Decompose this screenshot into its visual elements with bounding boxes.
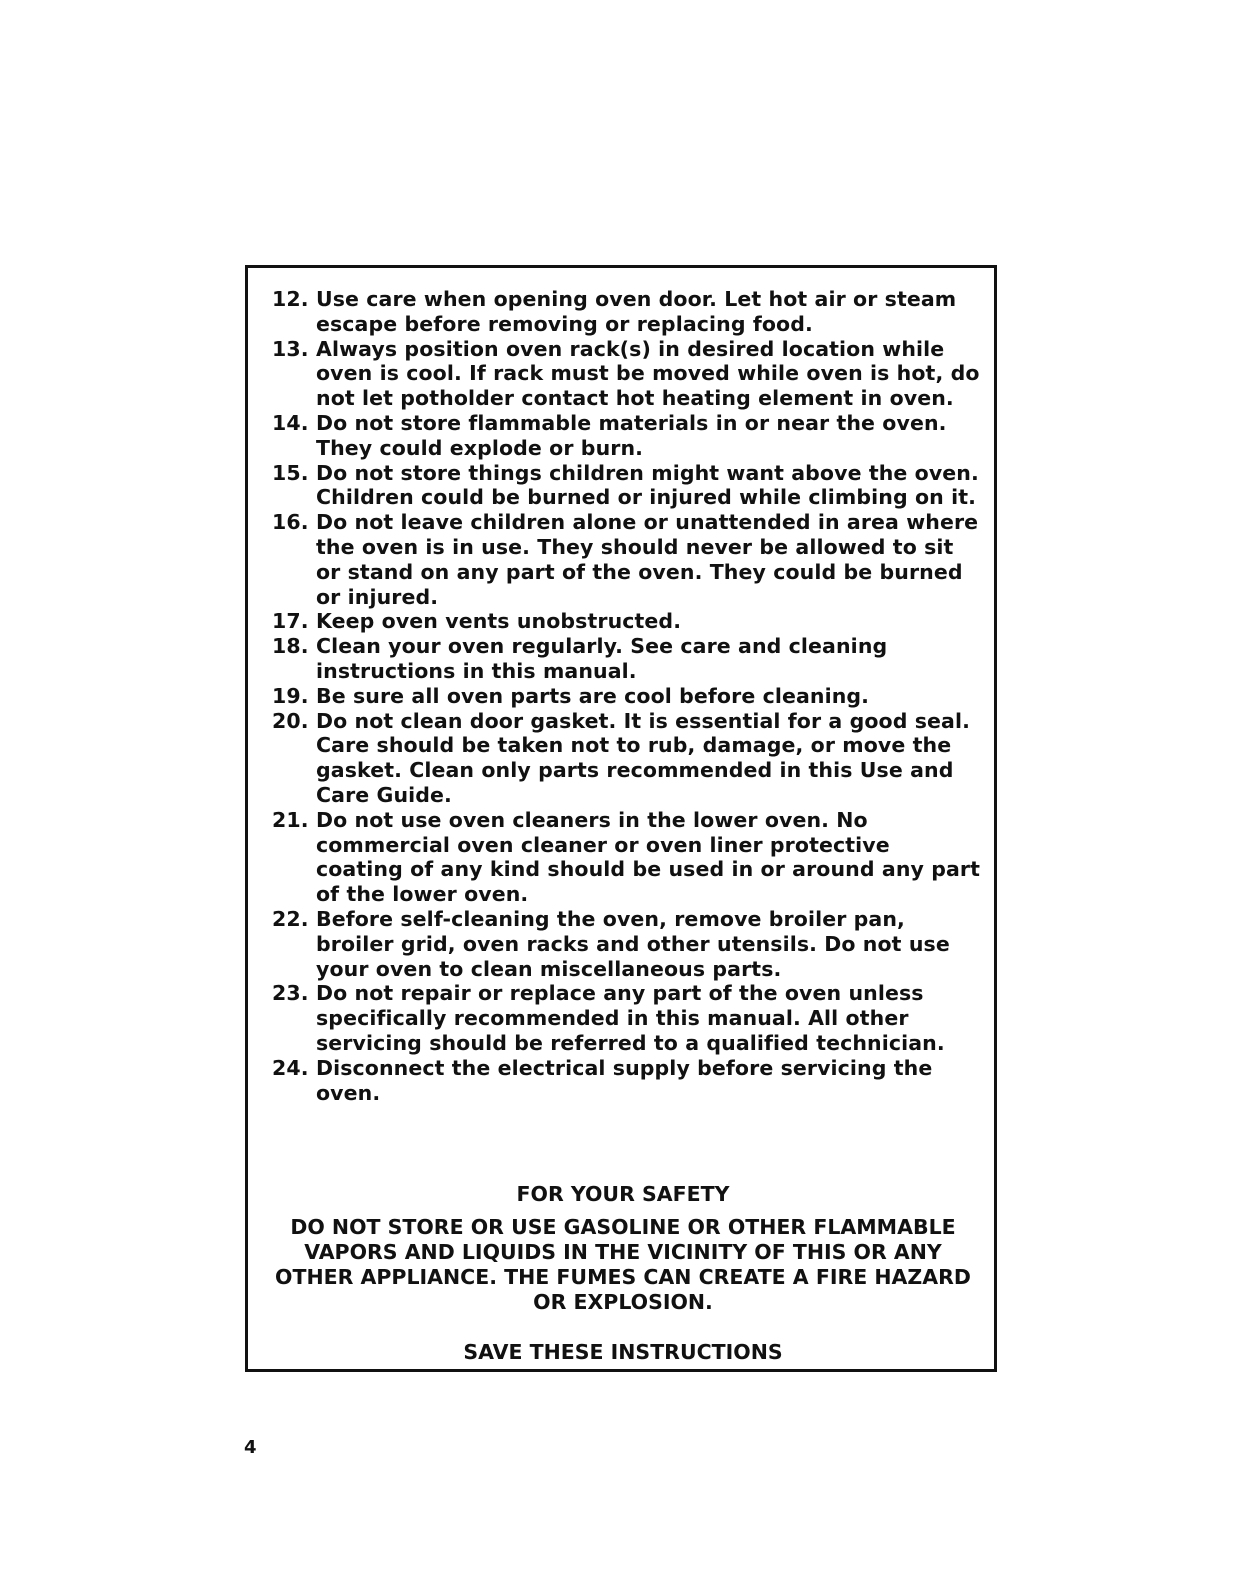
item-text: Disconnect the electrical supply before servicing the oven. (316, 1055, 933, 1105)
item-number: 22. (272, 906, 309, 931)
list-item (272, 684, 982, 709)
item-text: Do not leave children alone or unattended in area where the oven is in use. They should never be allowed to sit or stand on any part of the oven. They could be burned or injured. (316, 510, 979, 609)
list-item (272, 907, 982, 981)
list-item (272, 411, 982, 461)
list-item (272, 337, 982, 411)
item-number: 15. (272, 460, 309, 485)
list-item (272, 808, 982, 907)
list-item (272, 1056, 982, 1106)
item-number: 24. (272, 1055, 309, 1080)
item-number: 13. (272, 336, 309, 361)
save-instructions: SAVE THESE INSTRUCTIONS (463, 1340, 783, 1364)
list-item (272, 609, 982, 634)
list-item (272, 287, 982, 337)
safety-warning: DO NOT STORE OR USE GASOLINE OR OTHER FLAMMABLE VAPORS AND LIQUIDS IN THE VICINITY OF THIS OR ANY OTHER APPLIANCE. THE FUMES CAN CREATE A FIRE HAZARD OR EXPLOSION. (275, 1215, 971, 1314)
item-text: Clean your oven regularly. See care and cleaning instructions in this manual. (316, 634, 888, 683)
item-number: 14. (272, 410, 309, 435)
list-item (272, 461, 982, 511)
item-text: Use care when opening oven door. Let hot air or steam escape before removing or replacing food. (316, 287, 957, 336)
page-number: 4 (244, 1437, 257, 1458)
item-text: Do not use oven cleaners in the lower oven. No commercial oven cleaner or oven liner protective coating of any kind should be used in or around any part of the lower oven. (316, 807, 981, 907)
item-text: Always position oven rack(s) in desired location while oven is cool. If rack must be moved while oven is hot, do not let potholder contact hot heating element in oven. (316, 336, 980, 411)
list-item (272, 634, 982, 684)
list-item (272, 981, 982, 1055)
item-number: 18. (272, 634, 309, 659)
safety-heading: FOR YOUR SAFETY (516, 1182, 730, 1206)
item-number: 16. (272, 510, 309, 535)
item-number: 12. (272, 287, 309, 311)
item-text: Do not store flammable materials in or near the oven. They could explode or burn. (316, 410, 947, 460)
item-number: 17. (272, 609, 309, 634)
item-text: Do not repair or replace any part of the oven unless specifically recommended in this manual. All other servicing should be referred to a qualified technician. (316, 981, 945, 1055)
item-number: 19. (272, 683, 309, 708)
item-number: 20. (272, 708, 309, 733)
item-text: Before self-cleaning the oven, remove broiler pan, broiler grid, oven racks and other utensils. Do not use your oven to clean miscellaneous parts. (316, 906, 950, 981)
safety-instructions-box (245, 265, 997, 1372)
item-text: Do not store things children might want above the oven. Children could be burned or injured while climbing on it. (316, 460, 979, 510)
item-text: Do not clean door gasket. It is essential for a good seal. Care should be taken not to rub, damage, or move the gasket. Clean only parts recommended in this Use and Care Guide. (316, 708, 970, 807)
item-number: 21. (272, 807, 309, 832)
item-text: Keep oven vents unobstructed. (316, 609, 682, 634)
item-text: Be sure all oven parts are cool before cleaning. (316, 683, 870, 708)
item-number: 23. (272, 981, 309, 1006)
safety-instructions-list (272, 287, 982, 1105)
list-item (272, 709, 982, 808)
list-item (272, 510, 982, 609)
